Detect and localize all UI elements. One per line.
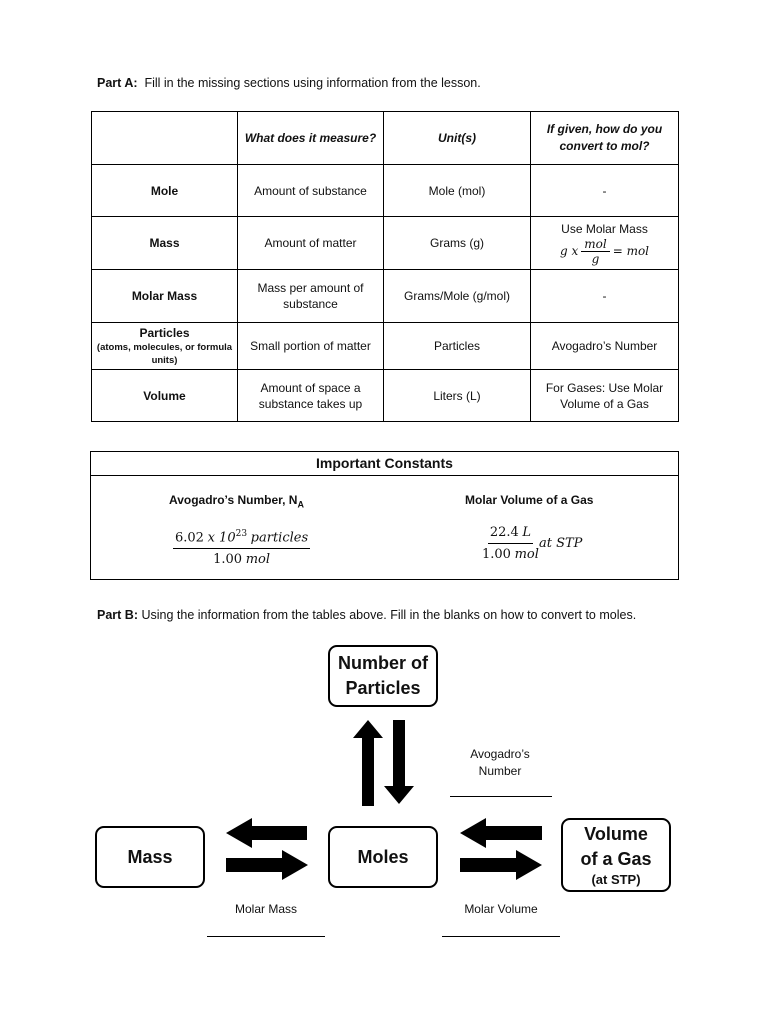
avogadro-caption-line1: Avogadro’s — [470, 747, 530, 761]
avogadro-x: x 10 — [207, 530, 236, 546]
particles-box-line2: Particles — [345, 678, 421, 698]
row-convert: - — [531, 270, 679, 323]
arrow-left-to-moles — [460, 818, 542, 848]
particles-box — [328, 645, 438, 707]
row-measure: Amount of space a substance takes up — [238, 370, 384, 422]
row-unit: Particles — [384, 323, 531, 370]
row-note: (atoms, molecules, or formula units) — [96, 342, 233, 366]
molar-volume-unit: L — [522, 525, 532, 540]
molar-volume-caption: Molar Volume — [464, 902, 538, 916]
avogadro-den-value: 1.00 — [213, 552, 243, 568]
moles-box-label: Moles — [357, 846, 409, 867]
formula-den: g — [591, 251, 600, 266]
avogadro-blank[interactable] — [450, 796, 552, 797]
particles-box-line1: Number of — [338, 653, 428, 673]
row-convert: Avogadro’s Number — [531, 323, 679, 370]
formula-lhs: g x — [559, 243, 579, 258]
molar-volume-value: 22.4 — [489, 525, 519, 540]
molar-volume-blank[interactable] — [442, 936, 560, 937]
row-measure: Small portion of matter — [238, 323, 384, 370]
row-convert: - — [531, 165, 679, 217]
row-name: Particles — [139, 326, 190, 340]
avogadro-coef: 6.02 — [175, 530, 204, 546]
row-name: Volume — [92, 370, 238, 422]
arrow-right-to-moles — [226, 850, 308, 880]
avogadro-caption — [450, 746, 550, 780]
volume-box-note: (at STP) — [591, 872, 641, 887]
avogadro-unit: particles — [250, 530, 309, 546]
arrow-left-to-mass — [226, 818, 307, 848]
arrow-up-to-particles — [353, 720, 383, 806]
header-units: Unit(s) — [384, 112, 531, 165]
row-name: Mass — [92, 217, 238, 270]
row-measure: Amount of substance — [238, 165, 384, 217]
part-a-instruction: Fill in the missing sections using information from the lesson. — [144, 76, 481, 90]
row-measure: Amount of matter — [238, 217, 384, 270]
part-a-label: Part A: — [97, 76, 138, 90]
moles-box — [328, 826, 438, 888]
row-measure: Mass per amount of substance — [238, 270, 384, 323]
arrow-down-to-moles — [384, 720, 414, 804]
formula-rhs: = mol — [612, 243, 650, 258]
avogadro-label-text: Avogadro’s Number, N — [169, 493, 298, 507]
part-b-label: Part B: — [97, 608, 138, 622]
header-convert: If given, how do you convert to mol? — [531, 112, 679, 165]
row-unit: Mole (mol) — [384, 165, 531, 217]
avogadro-den-unit: mol — [245, 552, 271, 568]
row-name: Mole — [92, 165, 238, 217]
avogadro-caption-line2: Number — [478, 764, 522, 778]
mass-box — [95, 826, 205, 888]
formula-num: mol — [581, 237, 609, 252]
molar-volume-suffix: at STP — [539, 536, 583, 551]
mass-box-label: Mass — [127, 846, 173, 867]
row-unit: Liters (L) — [384, 370, 531, 422]
arrow-right-to-volume — [460, 850, 542, 880]
molar-volume-den-unit: mol — [514, 547, 539, 562]
header-measure: What does it measure? — [238, 112, 384, 165]
constants-title: Important Constants — [91, 452, 678, 476]
volume-box — [561, 818, 671, 892]
row-convert: For Gases: Use Molar Volume of a Gas — [531, 370, 679, 422]
volume-box-line2: of a Gas — [580, 849, 652, 869]
molar-mass-caption: Molar Mass — [234, 902, 297, 916]
molar-volume-label: Molar Volume of a Gas — [465, 493, 594, 507]
avogadro-label-sub: A — [297, 499, 304, 510]
molar-mass-blank[interactable] — [207, 936, 325, 937]
row-unit: Grams/Mole (g/mol) — [384, 270, 531, 323]
molar-volume-den-value: 1.00 — [482, 547, 511, 562]
avogadro-exp: 23 — [235, 529, 248, 539]
row-name: Molar Mass — [92, 270, 238, 323]
part-b-instruction: Using the information from the tables above. Fill in the blanks on how to convert to moles. — [141, 608, 637, 622]
row-convert: Use Molar Mass — [561, 221, 648, 236]
row-unit: Grams (g) — [384, 217, 531, 270]
volume-box-line1: Volume — [584, 824, 648, 844]
